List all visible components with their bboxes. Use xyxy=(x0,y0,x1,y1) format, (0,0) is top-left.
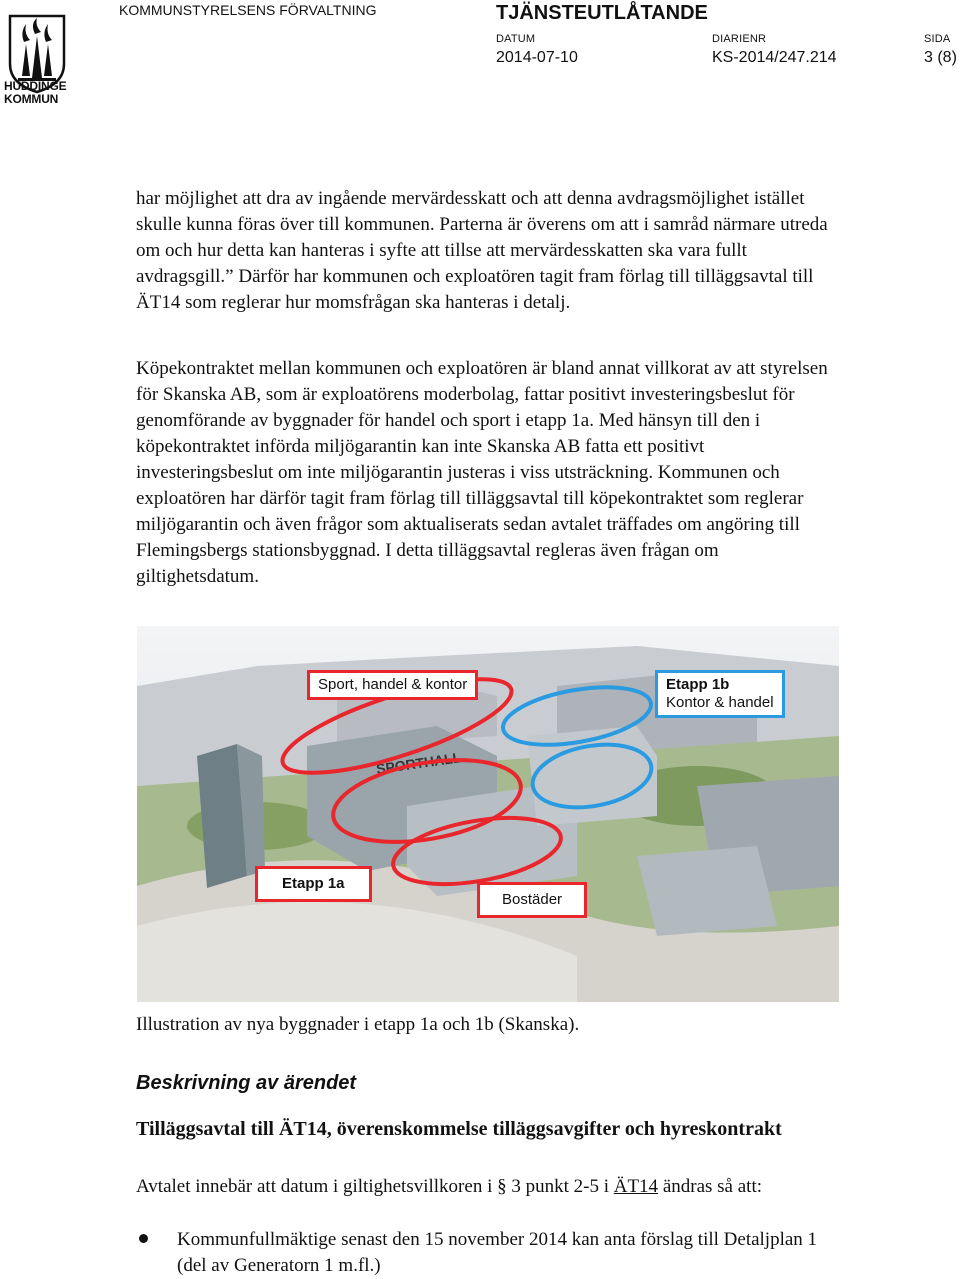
label-etapp-1b-subtitle: Kontor & handel xyxy=(666,694,774,711)
agreement-text-end: ändras så att: xyxy=(658,1176,762,1197)
paragraph-purchase-contract: Köpekontraktet mellan kommunen och exploatören är bland annat villkorat av att styrelsen för Skanska AB, som är exploatörens moderbolag, fattar positivt investeringsbeslut för genomförande av byggnader för handel och sport i etapp 1a. Med hänsyn till den i köpekontraktet införda miljögarantin kan inte Skanska AB fatta ett positivt investeringsbeslut om inte miljögarantin justeras i viss utsträckning. Kommunen och exploatören har därför tagit fram förlag till tilläggsavtal till köpekontraktet som reglerar miljögarantin och även frågor som aktualiserats sedan avtalet träffades om angöring till Flemingsbergs stationsbyggnad. I detta tilläggsavtal regleras även frågan om giltighetsdatum. xyxy=(136,358,828,587)
bullet-marker xyxy=(139,1234,148,1243)
date-label: DATUM xyxy=(496,33,536,45)
paragraph-agreement xyxy=(136,1174,836,1200)
agreement-text-start: Avtalet innebär att datum i giltighetsvillkoren i § 3 punkt 2-5 i xyxy=(136,1176,614,1197)
label-etapp-1a: Etapp 1a xyxy=(255,866,372,902)
label-etapp-1b xyxy=(655,670,785,718)
diary-value: KS-2014/247.214 xyxy=(712,49,837,66)
logo-wordmark-line1: HUDDINGE xyxy=(4,79,67,93)
logo-wordmark xyxy=(4,80,74,106)
development-illustration xyxy=(137,626,839,1002)
logo-wordmark-line2: KOMMUN xyxy=(4,92,59,106)
organization-name: KOMMUNSTYRELSENS FÖRVALTNING xyxy=(119,2,377,18)
page-number: 3 (8) xyxy=(924,49,957,66)
bullet-item-1: Kommunfullmäktige senast den 15 november 2014 kan anta förslag till Detaljplan 1 (del av Generatorn 1 m.fl.) xyxy=(177,1229,818,1276)
page-label: SIDA xyxy=(924,33,951,45)
document-type: TJÄNSTEUTLÅTANDE xyxy=(496,2,708,24)
diary-label: DIARIENR xyxy=(712,33,767,45)
section-subheading: Tilläggsavtal till ÄT14, överenskommelse tilläggsavgifter och hyreskontrakt xyxy=(136,1118,782,1140)
section-heading: Beskrivning av ärendet xyxy=(136,1072,357,1094)
label-bostader: Bostäder xyxy=(477,882,587,918)
figure-caption: Illustration av nya byggnader i etapp 1a och 1b (Skanska). xyxy=(136,1014,580,1035)
label-etapp-1b-title: Etapp 1b xyxy=(666,676,730,693)
label-sport-handel-kontor: Sport, handel & kontor xyxy=(307,670,478,700)
sporthall-sign: SPORTHALL xyxy=(375,749,463,777)
paragraph-vat: har möjlighet att dra av ingående mervärdesskatt och att denna avdragsmöjlighet istället skulle kunna föras över till kommunen. Parterna är överens om att i samråd närmare utreda om och hur detta kan hanteras i syfte att tillse att mervärdesskatten ska vara fullt avdragsgill.” Därför har kommunen och exploatören tagit fram förlag till tilläggsavtal till ÄT14 som reglerar hur momsfrågan ska hanteras i detalj. xyxy=(136,188,828,313)
at14-link[interactable]: ÄT14 xyxy=(613,1176,659,1197)
date-value: 2014-07-10 xyxy=(496,49,578,66)
